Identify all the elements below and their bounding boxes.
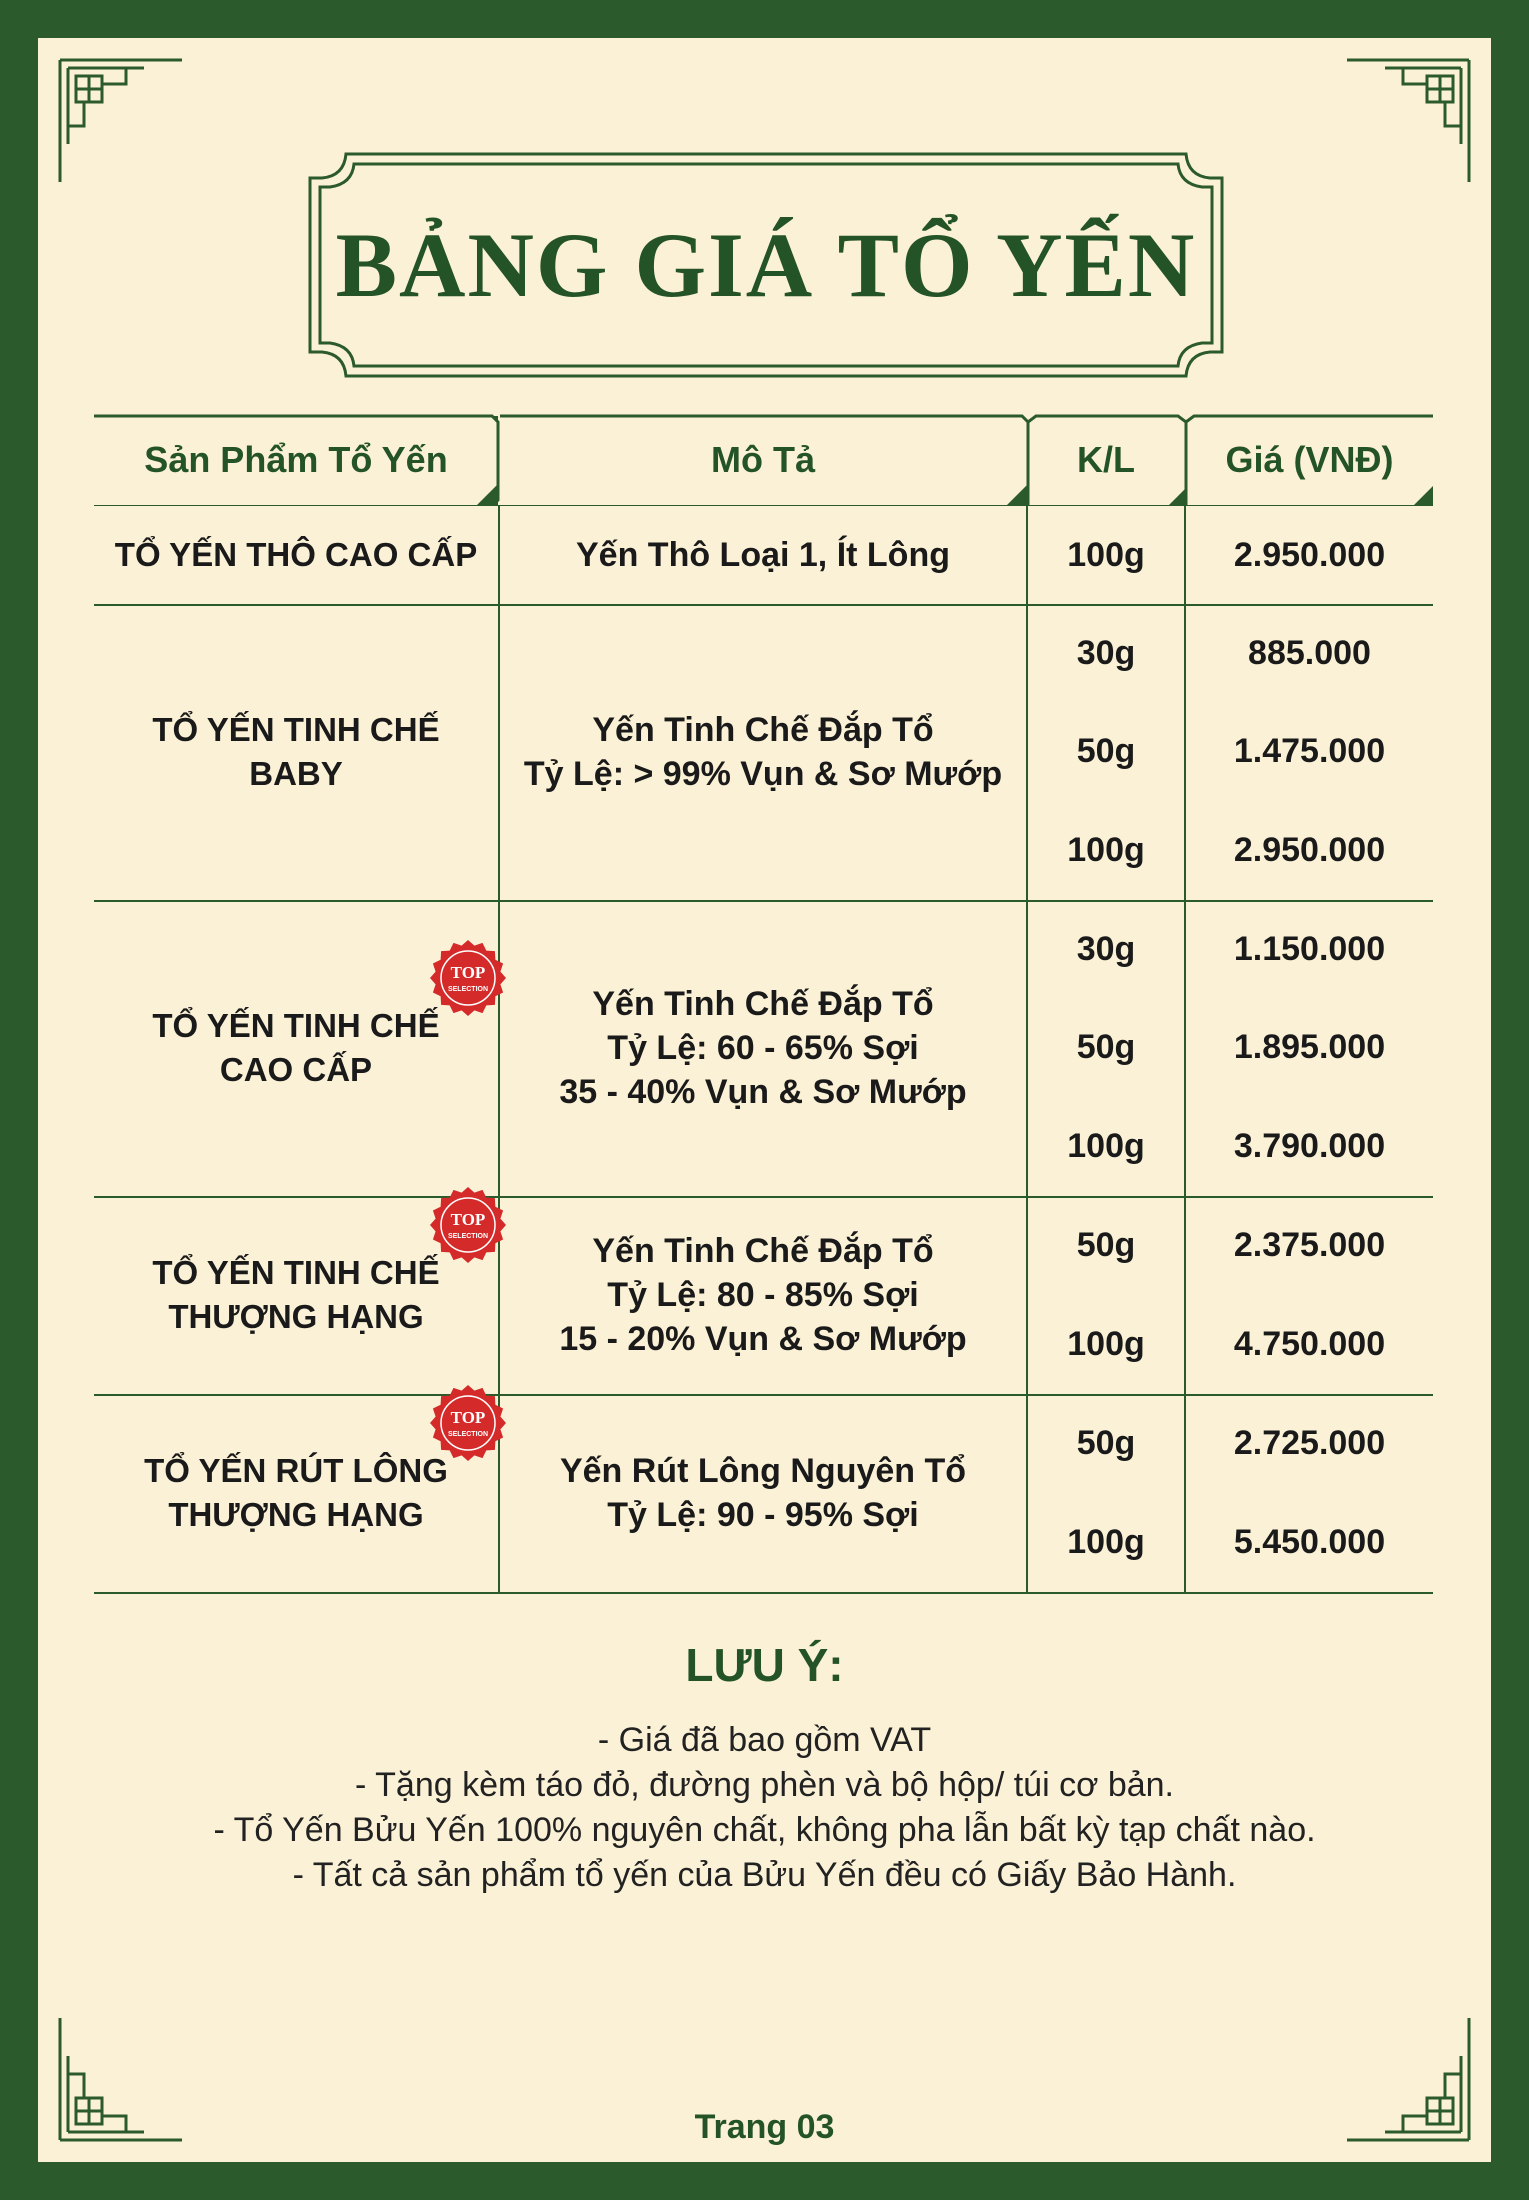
note-item: - Tất cả sản phẩm tổ yến của Bửu Yến đều có Giấy Bảo Hành. — [292, 1856, 1237, 1894]
price-value: 1.895.000 — [1233, 1028, 1386, 1067]
note-item: - Tổ Yến Bửu Yến 100% nguyên chất, không pha lẫn bất kỳ tạp chất nào. — [213, 1811, 1316, 1849]
header-product: Sản Phẩm Tổ Yến — [144, 439, 448, 480]
table-header — [94, 414, 1433, 506]
column-divider — [1184, 900, 1186, 1196]
price-sheet-page — [38, 38, 1491, 2162]
page-number: Trang 03 — [694, 2108, 835, 2146]
weight-value: 50g — [1076, 732, 1136, 771]
weight-value: 100g — [1067, 831, 1145, 870]
product-description-line: Yến Thô Loại 1, Ít Lông — [576, 536, 950, 574]
price-value: 2.950.000 — [1233, 831, 1386, 870]
product-description-line: Yến Rút Lông Nguyên Tổ — [559, 1452, 967, 1490]
column-divider — [1026, 900, 1028, 1196]
product-name-line: TỔ YẾN TINH CHẾ — [152, 1007, 440, 1044]
product-name-line: BABY — [249, 755, 343, 792]
product-description-line: Tỷ Lệ: 60 - 65% Sợi — [607, 1029, 919, 1067]
product-name-line: TỔ YẾN THÔ CAO CẤP — [114, 536, 478, 573]
weight-value: 50g — [1076, 1424, 1136, 1462]
column-divider — [1026, 604, 1028, 900]
price-value: 2.375.000 — [1233, 1226, 1386, 1264]
table-row — [94, 604, 1433, 902]
badge-bottom-text: SELECTION — [447, 1431, 489, 1438]
product-description-line: 15 - 20% Vụn & Sơ Mướp — [559, 1320, 967, 1358]
badge-top-text: TOP — [450, 1210, 486, 1229]
badge-bottom-text: SELECTION — [447, 986, 489, 993]
column-divider — [498, 506, 500, 604]
product-name-line: CAO CẤP — [219, 1051, 373, 1088]
price-value: 3.790.000 — [1233, 1127, 1386, 1166]
product-name-line: TỔ YẾN TINH CHẾ — [152, 711, 440, 748]
column-divider — [1026, 1394, 1028, 1592]
price-value: 5.450.000 — [1233, 1523, 1386, 1561]
price-value: 2.950.000 — [1233, 535, 1386, 574]
title-frame — [306, 150, 1226, 380]
product-name — [94, 506, 498, 604]
badge-top-text: TOP — [450, 963, 486, 982]
product-description-line: Yến Tinh Chế Đắp Tổ — [592, 985, 934, 1023]
weight-value: 100g — [1067, 1523, 1145, 1561]
notes-list — [38, 1718, 1491, 1898]
price-cell — [1186, 1196, 1433, 1394]
price-value: 885.000 — [1248, 633, 1371, 672]
product-name — [94, 604, 498, 900]
header-description: Mô Tả — [711, 439, 815, 480]
product-name-line: TỔ YẾN TINH CHẾ — [152, 1254, 440, 1291]
page-title: BẢNG GIÁ TỔ YẾN — [335, 214, 1197, 316]
weight-cell — [1028, 1394, 1184, 1592]
price-value: 1.475.000 — [1233, 732, 1386, 771]
weight-value: 50g — [1076, 1226, 1136, 1264]
product-description-line: Tỷ Lệ: > 99% Vụn & Sơ Mướp — [523, 755, 1003, 793]
weight-cell — [1028, 1196, 1184, 1394]
weight-cell — [1028, 900, 1184, 1196]
table-row — [94, 900, 1433, 1198]
weight-value: 100g — [1067, 1325, 1145, 1363]
notes-title: LƯU Ý: — [685, 1639, 844, 1691]
column-divider — [498, 604, 500, 900]
product-description-line: Yến Tinh Chế Đắp Tổ — [592, 1232, 934, 1270]
price-cell — [1186, 506, 1433, 604]
price-table — [94, 414, 1433, 1561]
product-description — [500, 900, 1026, 1196]
product-description-line: Tỷ Lệ: 90 - 95% Sợi — [607, 1496, 919, 1534]
price-cell — [1186, 900, 1433, 1196]
table-row — [94, 506, 1433, 606]
table-row — [94, 1394, 1433, 1594]
weight-value: 100g — [1067, 1127, 1145, 1166]
weight-cell — [1028, 506, 1184, 604]
note-item: - Giá đã bao gồm VAT — [597, 1721, 932, 1759]
product-name-line: THƯỢNG HẠNG — [168, 1496, 424, 1533]
badge-bottom-text: SELECTION — [447, 1233, 489, 1240]
header-weight: K/L — [1077, 439, 1135, 480]
product-name-line: TỔ YẾN RÚT LÔNG — [144, 1452, 448, 1489]
product-name-line: THƯỢNG HẠNG — [168, 1298, 424, 1335]
price-cell — [1186, 604, 1433, 900]
corner-ornament-top-left — [56, 56, 186, 186]
weight-value: 30g — [1076, 633, 1136, 672]
weight-value: 30g — [1076, 929, 1136, 968]
top-selection-badge — [428, 938, 508, 1018]
top-selection-badge — [428, 1383, 508, 1463]
price-value: 2.725.000 — [1233, 1424, 1386, 1462]
price-cell — [1186, 1394, 1433, 1592]
header-price: Giá (VNĐ) — [1225, 439, 1394, 480]
product-description — [500, 506, 1026, 604]
price-value: 4.750.000 — [1233, 1325, 1386, 1363]
product-description-line: Yến Tinh Chế Đắp Tổ — [592, 711, 934, 749]
corner-ornament-top-right — [1343, 56, 1473, 186]
column-divider — [1184, 604, 1186, 900]
top-selection-badge — [428, 1185, 508, 1265]
product-description — [500, 1394, 1026, 1592]
column-divider — [1184, 506, 1186, 604]
column-divider — [1026, 1196, 1028, 1394]
column-divider — [1184, 1196, 1186, 1394]
weight-cell — [1028, 604, 1184, 900]
weight-value: 100g — [1067, 535, 1145, 574]
weight-value: 50g — [1076, 1028, 1136, 1067]
note-item: - Tặng kèm táo đỏ, đường phèn và bộ hộp/ túi cơ bản. — [354, 1766, 1175, 1804]
product-description-line: Tỷ Lệ: 80 - 85% Sợi — [607, 1276, 919, 1314]
column-divider — [1184, 1394, 1186, 1592]
product-description-line: 35 - 40% Vụn & Sơ Mướp — [559, 1073, 967, 1111]
price-value: 1.150.000 — [1233, 929, 1386, 968]
product-description — [500, 604, 1026, 900]
badge-top-text: TOP — [450, 1408, 486, 1427]
table-row — [94, 1196, 1433, 1396]
column-divider — [1026, 506, 1028, 604]
product-description — [500, 1196, 1026, 1394]
